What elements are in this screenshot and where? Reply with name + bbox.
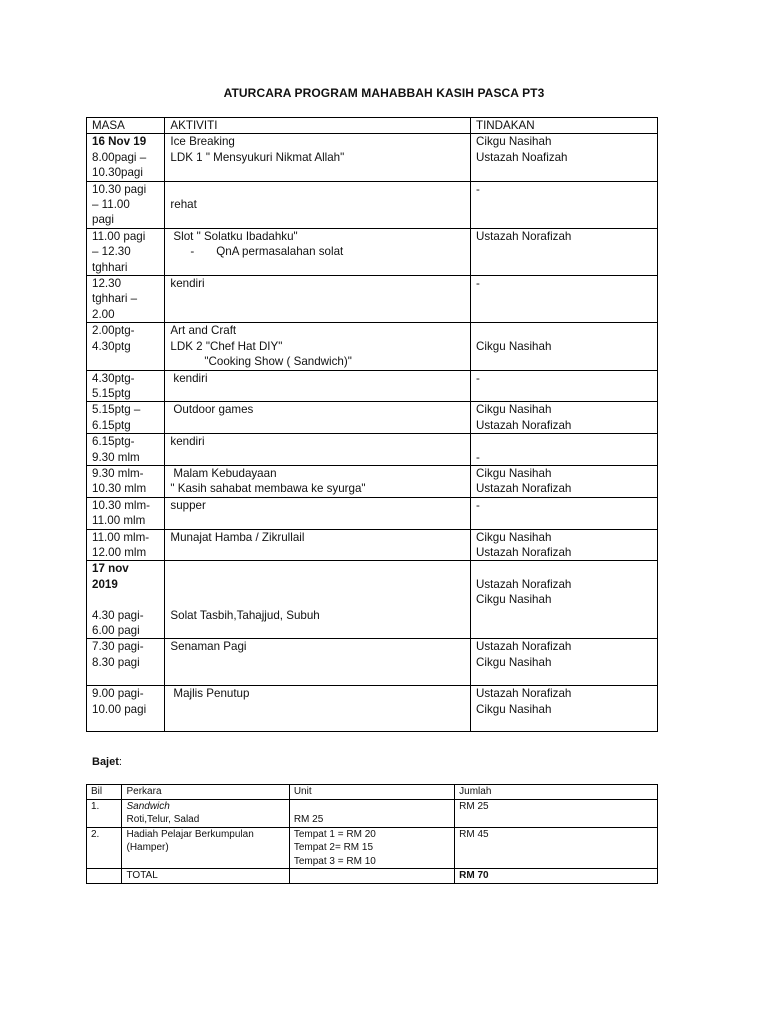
unit-line: Tempat 1 = RM 20 bbox=[293, 828, 376, 840]
time-line: 9.30 mlm- bbox=[92, 466, 144, 480]
budget-label-colon: : bbox=[118, 756, 122, 768]
person-line: Ustazah Noafizah bbox=[476, 150, 568, 164]
activity-line: kendiri bbox=[170, 435, 205, 449]
document-title: ATURCARA PROGRAM MAHABBAH KASIH PASCA PT3 bbox=[223, 86, 545, 100]
person-line: Cikgu Nasihah bbox=[476, 702, 552, 716]
item-name: Sandwich bbox=[126, 800, 170, 812]
table-row bbox=[87, 402, 658, 434]
item-name: Hadiah Pelajar Berkumpulan bbox=[126, 828, 254, 840]
activity-line: LDK 2 "Chef Hat DIY" bbox=[170, 339, 283, 353]
header-masa: MASA bbox=[87, 118, 165, 134]
table-row bbox=[87, 799, 658, 827]
time-line: 12.00 mlm bbox=[92, 545, 147, 559]
person-line: - bbox=[476, 450, 480, 464]
date-label: 16 Nov 19 bbox=[92, 135, 147, 149]
time-line: pagi bbox=[92, 213, 114, 227]
table-row bbox=[87, 323, 658, 370]
header-bil: Bil bbox=[87, 785, 122, 800]
time-line: 8.30 pagi bbox=[92, 655, 140, 669]
activity-line: Ice Breaking bbox=[170, 135, 235, 149]
time-line: 4.30ptg- bbox=[92, 371, 135, 385]
activity-line: Solat Tasbih,Tahajjud, Subuh bbox=[170, 608, 320, 622]
time-line: 11.00 pagi bbox=[92, 229, 146, 243]
time-line: 5.15ptg – bbox=[92, 403, 141, 417]
person-line: Cikgu Nasihah bbox=[476, 593, 552, 607]
cell-bil: 1. bbox=[87, 799, 122, 827]
time-line: 10.30pagi bbox=[92, 166, 143, 180]
time-line: 11.00 mlm bbox=[92, 514, 146, 528]
person-line: Ustazah Norafizah bbox=[476, 418, 572, 432]
header-tindakan: TINDAKAN bbox=[471, 118, 658, 134]
table-row bbox=[87, 370, 658, 402]
activity-line: "Cooking Show ( Sandwich)" bbox=[204, 355, 352, 369]
person-line: Cikgu Nasihah bbox=[476, 466, 552, 480]
time-line: 5.15ptg bbox=[92, 386, 131, 400]
unit-line: Tempat 2= RM 15 bbox=[293, 842, 374, 853]
table-row bbox=[87, 497, 658, 529]
activity-line: supper bbox=[170, 498, 206, 512]
table-row bbox=[87, 434, 658, 466]
total-value: RM 70 bbox=[455, 869, 658, 884]
activity-line: Art and Craft bbox=[170, 324, 237, 338]
time-line: 10.00 pagi bbox=[92, 702, 147, 716]
time-line: 2.00 bbox=[92, 307, 115, 321]
time-line: 10.30 mlm- bbox=[92, 498, 150, 512]
unit-line: Tempat 3 = RM 10 bbox=[293, 855, 376, 867]
person-line: Cikgu Nasihah bbox=[476, 655, 552, 669]
table-row bbox=[87, 465, 658, 497]
activity-line: kendiri bbox=[170, 277, 205, 291]
time-line: – 12.30 bbox=[92, 245, 131, 259]
person-line: Cikgu Nasihah bbox=[476, 403, 552, 417]
activity-line: rehat bbox=[170, 198, 197, 212]
time-line: 6.15ptg- bbox=[92, 435, 135, 449]
person-line: - bbox=[476, 182, 480, 196]
time-line: 4.30ptg bbox=[92, 339, 131, 353]
time-line: 2.00ptg- bbox=[92, 324, 135, 338]
table-row bbox=[87, 529, 658, 561]
person-line: - bbox=[476, 371, 480, 385]
cell-jumlah: RM 45 bbox=[455, 827, 658, 869]
time-line: 4.30 pagi- bbox=[92, 608, 144, 622]
budget-label-text: Bajet bbox=[92, 756, 119, 768]
bullet-dash: - bbox=[190, 245, 195, 259]
cell-bil: 2. bbox=[87, 827, 122, 869]
time-line: 7.30 pagi- bbox=[92, 640, 144, 654]
time-line: 11.00 mlm- bbox=[92, 530, 150, 544]
person-line: Cikgu Nasihah bbox=[476, 339, 552, 353]
activity-line: Munajat Hamba / Zikrullail bbox=[170, 530, 305, 544]
person-line: Ustazah Norafizah bbox=[476, 545, 572, 559]
time-line: 12.30 bbox=[92, 277, 122, 291]
item-detail: (Hamper) bbox=[126, 842, 169, 853]
item-detail: Roti,Telur, Salad bbox=[126, 814, 200, 825]
budget-table bbox=[86, 784, 658, 884]
time-line: – 11.00 bbox=[92, 198, 130, 212]
header-jumlah: Jumlah bbox=[455, 785, 658, 800]
table-row bbox=[87, 134, 658, 181]
table-row bbox=[87, 228, 658, 275]
time-line: 6.00 pagi bbox=[92, 624, 140, 637]
person-line: Ustazah Norafizah bbox=[476, 482, 572, 496]
person-line: Cikgu Nasihah bbox=[476, 530, 552, 544]
time-line: 6.15ptg bbox=[92, 418, 131, 432]
table-row bbox=[87, 276, 658, 323]
activity-line: Majlis Penutup bbox=[173, 687, 250, 701]
time-line: tghhari bbox=[92, 260, 128, 274]
activity-line: Outdoor games bbox=[173, 403, 254, 417]
table-row bbox=[87, 827, 658, 869]
person-line: Ustazah Norafizah bbox=[476, 229, 572, 243]
header-perkara: Perkara bbox=[122, 785, 289, 800]
activity-line: QnA permasalahan solat bbox=[216, 245, 344, 259]
person-line: Cikgu Nasihah bbox=[476, 135, 552, 149]
date-label: 2019 bbox=[92, 577, 118, 591]
time-line: 10.30 mlm bbox=[92, 482, 147, 496]
cell-jumlah: RM 25 bbox=[455, 799, 658, 827]
activity-line: Malam Kebudayaan bbox=[173, 466, 277, 480]
person-line: Ustazah Norafizah bbox=[476, 577, 572, 591]
date-label: 17 nov bbox=[92, 562, 129, 576]
time-line: tghhari – bbox=[92, 292, 138, 306]
total-row bbox=[87, 869, 658, 884]
activity-line: LDK 1 " Mensyukuri Nikmat Allah" bbox=[170, 150, 345, 164]
total-label: TOTAL bbox=[122, 869, 289, 884]
activity-line: " Kasih sahabat membawa ke syurga" bbox=[170, 482, 366, 496]
table-row bbox=[87, 561, 658, 639]
activity-line: kendiri bbox=[173, 371, 208, 385]
table-row bbox=[87, 181, 658, 228]
person-line: Ustazah Norafizah bbox=[476, 640, 572, 654]
table-header-row bbox=[87, 118, 658, 134]
table-header-row bbox=[87, 785, 658, 800]
header-aktiviti: AKTIVITI bbox=[165, 118, 471, 134]
header-unit: Unit bbox=[289, 785, 454, 800]
time-line: 8.00pagi – bbox=[92, 150, 147, 164]
budget-label bbox=[92, 756, 122, 768]
schedule-table bbox=[86, 117, 658, 732]
activity-line: Slot " Solatku Ibadahku" bbox=[173, 229, 298, 243]
time-line: 10.30 pagi bbox=[92, 182, 147, 196]
person-line: - bbox=[476, 277, 480, 291]
table-row bbox=[87, 639, 658, 686]
time-line: 9.30 mlm bbox=[92, 450, 140, 464]
activity-line: Senaman Pagi bbox=[170, 640, 247, 654]
unit-line: RM 25 bbox=[293, 814, 324, 825]
time-line: 9.00 pagi- bbox=[92, 687, 144, 701]
person-line: - bbox=[476, 498, 480, 512]
person-line: Ustazah Norafizah bbox=[476, 687, 572, 701]
table-row bbox=[87, 686, 658, 732]
